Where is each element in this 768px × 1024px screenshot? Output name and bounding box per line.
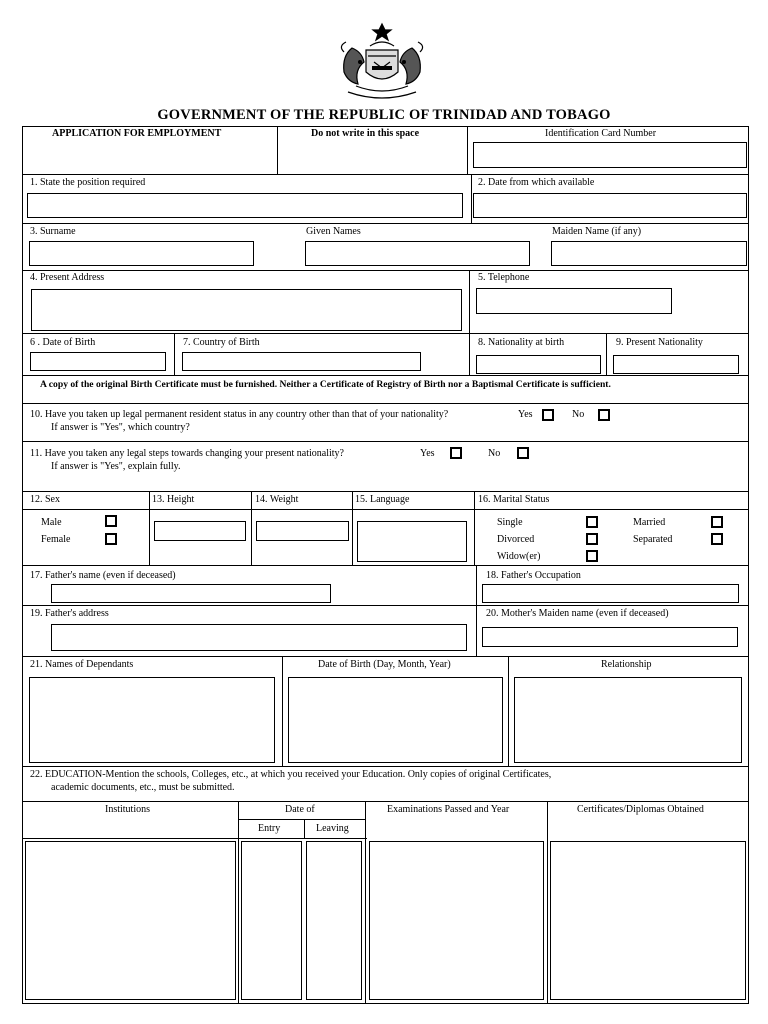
government-title: GOVERNMENT OF THE REPUBLIC OF TRINIDAD AND TOBAGO bbox=[157, 107, 611, 123]
dependants-dob-label: Date of Birth (Day, Month, Year) bbox=[318, 659, 451, 670]
q10-no-label: No bbox=[572, 409, 585, 420]
single-label: Single bbox=[497, 517, 523, 528]
telephone-input[interactable] bbox=[476, 288, 672, 314]
divorced-label: Divorced bbox=[497, 534, 535, 545]
female-checkbox[interactable] bbox=[105, 533, 117, 545]
birth-certificate-notice: A copy of the original Birth Certificate must be furnished. Neither a Certificate of Registry of Birth nor a Baptismal Certificate is sufficient. bbox=[40, 379, 611, 390]
q10-question: 10. Have you taken up legal permanent resident status in any country other than that of your nationality? bbox=[30, 409, 449, 420]
present-nationality-label: 9. Present Nationality bbox=[616, 337, 703, 348]
marital-status-label: 16. Marital Status bbox=[478, 494, 550, 505]
dependants-names-input[interactable] bbox=[29, 677, 275, 763]
q11-question: 11. Have you taken any legal steps towards changing your present nationality? bbox=[30, 448, 344, 459]
mother-maiden-label: 20. Mother's Maiden name (even if deceased) bbox=[486, 608, 669, 619]
office-use-label: Do not write in this space bbox=[311, 128, 420, 139]
dob-label: 6 . Date of Birth bbox=[30, 337, 96, 348]
q10-yes-label: Yes bbox=[518, 409, 533, 420]
separated-checkbox[interactable] bbox=[711, 533, 723, 545]
certificates-input[interactable] bbox=[550, 841, 746, 1000]
q11-followup: If answer is "Yes", explain fully. bbox=[51, 461, 181, 472]
married-checkbox[interactable] bbox=[711, 516, 723, 528]
examinations-header: Examinations Passed and Year bbox=[387, 804, 510, 815]
date-available-label: 2. Date from which available bbox=[478, 177, 595, 188]
country-birth-input[interactable] bbox=[182, 352, 421, 371]
q11-no-checkbox[interactable] bbox=[517, 447, 529, 459]
institutions-input[interactable] bbox=[25, 841, 236, 1000]
surname-label: 3. Surname bbox=[30, 226, 76, 237]
mother-maiden-input[interactable] bbox=[482, 627, 738, 647]
father-name-label: 17. Father's name (even if deceased) bbox=[30, 570, 176, 581]
entry-date-input[interactable] bbox=[241, 841, 302, 1000]
coat-of-arms-emblem bbox=[334, 22, 430, 104]
nationality-birth-input[interactable] bbox=[476, 355, 601, 374]
maiden-name-input[interactable] bbox=[551, 241, 747, 266]
dependants-relationship-input[interactable] bbox=[514, 677, 742, 763]
father-occupation-label: 18. Father's Occupation bbox=[486, 570, 581, 581]
divorced-checkbox[interactable] bbox=[586, 533, 598, 545]
leaving-date-input[interactable] bbox=[306, 841, 362, 1000]
address-input[interactable] bbox=[31, 289, 462, 331]
language-label: 15. Language bbox=[355, 494, 410, 505]
certificates-header: Certificates/Diplomas Obtained bbox=[577, 804, 704, 815]
female-label: Female bbox=[41, 534, 71, 545]
q10-no-checkbox[interactable] bbox=[598, 409, 610, 421]
address-label: 4. Present Address bbox=[30, 272, 105, 283]
widower-label: Widow(er) bbox=[497, 551, 541, 562]
form-title: APPLICATION FOR EMPLOYMENT bbox=[52, 128, 222, 139]
weight-label: 14. Weight bbox=[255, 494, 299, 505]
married-label: Married bbox=[633, 517, 666, 528]
single-checkbox[interactable] bbox=[586, 516, 598, 528]
q10-yes-checkbox[interactable] bbox=[542, 409, 554, 421]
education-instructions-note: academic documents, etc., must be submitted. bbox=[51, 782, 235, 793]
id-card-number-input[interactable] bbox=[473, 142, 747, 168]
separated-label: Separated bbox=[633, 534, 673, 545]
q11-yes-checkbox[interactable] bbox=[450, 447, 462, 459]
examinations-input[interactable] bbox=[369, 841, 544, 1000]
father-address-input[interactable] bbox=[51, 624, 467, 651]
father-address-label: 19. Father's address bbox=[30, 608, 109, 619]
country-birth-label: 7. Country of Birth bbox=[183, 337, 260, 348]
language-input[interactable] bbox=[357, 521, 467, 562]
father-name-input[interactable] bbox=[51, 584, 331, 603]
widower-checkbox[interactable] bbox=[586, 550, 598, 562]
leaving-header: Leaving bbox=[316, 823, 349, 834]
nationality-birth-label: 8. Nationality at birth bbox=[478, 337, 565, 348]
surname-input[interactable] bbox=[29, 241, 254, 266]
father-occupation-input[interactable] bbox=[482, 584, 739, 603]
sex-label: 12. Sex bbox=[30, 494, 60, 505]
male-label: Male bbox=[41, 517, 62, 528]
date-available-input[interactable] bbox=[473, 193, 747, 218]
male-checkbox[interactable] bbox=[105, 515, 117, 527]
telephone-label: 5. Telephone bbox=[478, 272, 530, 283]
q10-followup: If answer is "Yes", which country? bbox=[51, 422, 190, 433]
relationship-label: Relationship bbox=[601, 659, 652, 670]
date-of-header: Date of bbox=[285, 804, 315, 815]
education-instructions: 22. EDUCATION-Mention the schools, Colleges, etc., at which you received your Education. Only copies of original Certificates, bbox=[30, 769, 552, 780]
dob-input[interactable] bbox=[30, 352, 166, 371]
given-names-input[interactable] bbox=[305, 241, 530, 266]
q11-yes-label: Yes bbox=[420, 448, 435, 459]
dependants-label: 21. Names of Dependants bbox=[30, 659, 134, 670]
maiden-name-label: Maiden Name (if any) bbox=[552, 226, 642, 237]
height-input[interactable] bbox=[154, 521, 246, 541]
position-input[interactable] bbox=[27, 193, 463, 218]
id-card-label: Identification Card Number bbox=[545, 128, 657, 139]
position-label: 1. State the position required bbox=[30, 177, 146, 188]
given-names-label: Given Names bbox=[306, 226, 361, 237]
present-nationality-input[interactable] bbox=[613, 355, 739, 374]
q11-no-label: No bbox=[488, 448, 501, 459]
entry-header: Entry bbox=[258, 823, 281, 834]
weight-input[interactable] bbox=[256, 521, 349, 541]
height-label: 13. Height bbox=[152, 494, 195, 505]
institutions-header: Institutions bbox=[105, 804, 151, 815]
dependants-dob-input[interactable] bbox=[288, 677, 503, 763]
